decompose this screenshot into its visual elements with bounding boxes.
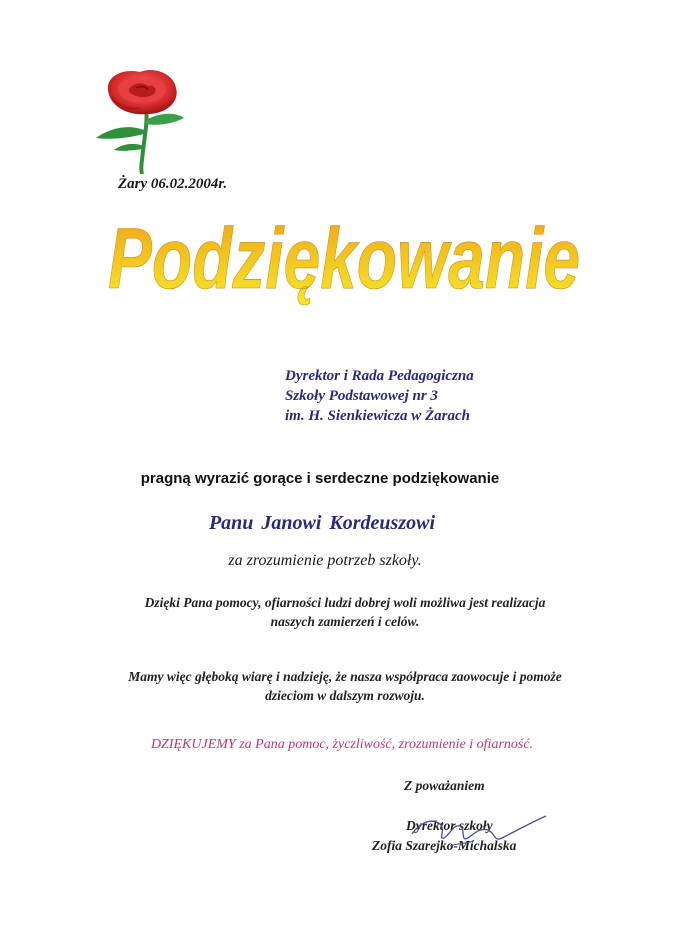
sender-block — [285, 366, 474, 426]
signer-role: Dyrektor szkoły — [406, 818, 493, 833]
sender-line: Dyrektor i Rada Pedagogiczna — [285, 368, 474, 384]
paragraph-line: Dzięki Pana pomocy, ofiarności ludzi dobrej woli możliwa jest realizacja — [144, 595, 546, 610]
paragraph-line: naszych zamierzeń i celów. — [270, 614, 420, 629]
sender-line: im. H. Sienkiewicza w Żarach — [285, 408, 471, 424]
reason-line — [0, 552, 690, 570]
recipient-name — [0, 512, 690, 535]
handwritten-signature — [410, 812, 550, 858]
place-date: Żary 06.02.2004r. — [118, 176, 228, 192]
paragraph-support — [40, 593, 650, 631]
paragraph-line: dzieciom w dalszym rozwoju. — [265, 688, 425, 703]
paragraph-cooperation — [40, 667, 650, 705]
sender-line: Szkoły Podstawowej nr 3 — [285, 388, 438, 404]
closing: Z poważaniem — [404, 778, 485, 793]
recipient-text: Panu Janowi Kordeuszowi — [208, 512, 436, 534]
paragraph-line: Mamy więc głęboką wiarę i nadzieję, że nasza współpraca zaowocuje i pomoże — [128, 669, 562, 684]
lead-text: pragną wyrazić gorące i serdeczne podziękowanie — [140, 470, 500, 487]
thanks-text: DZIĘKUJEMY za Pana pomoc, życzliwość, zrozumienie i ofiarność. — [150, 737, 534, 752]
signer-name: Zofia Szarejko-Michalska — [372, 838, 517, 853]
reason-text: za zrozumienie potrzeb szkoły. — [228, 552, 422, 569]
lead-line — [0, 470, 690, 487]
red-rose-icon — [88, 68, 192, 174]
title-text: Podziękowanie — [108, 211, 580, 307]
title-wordart — [94, 200, 594, 320]
thanks-line — [0, 737, 690, 753]
